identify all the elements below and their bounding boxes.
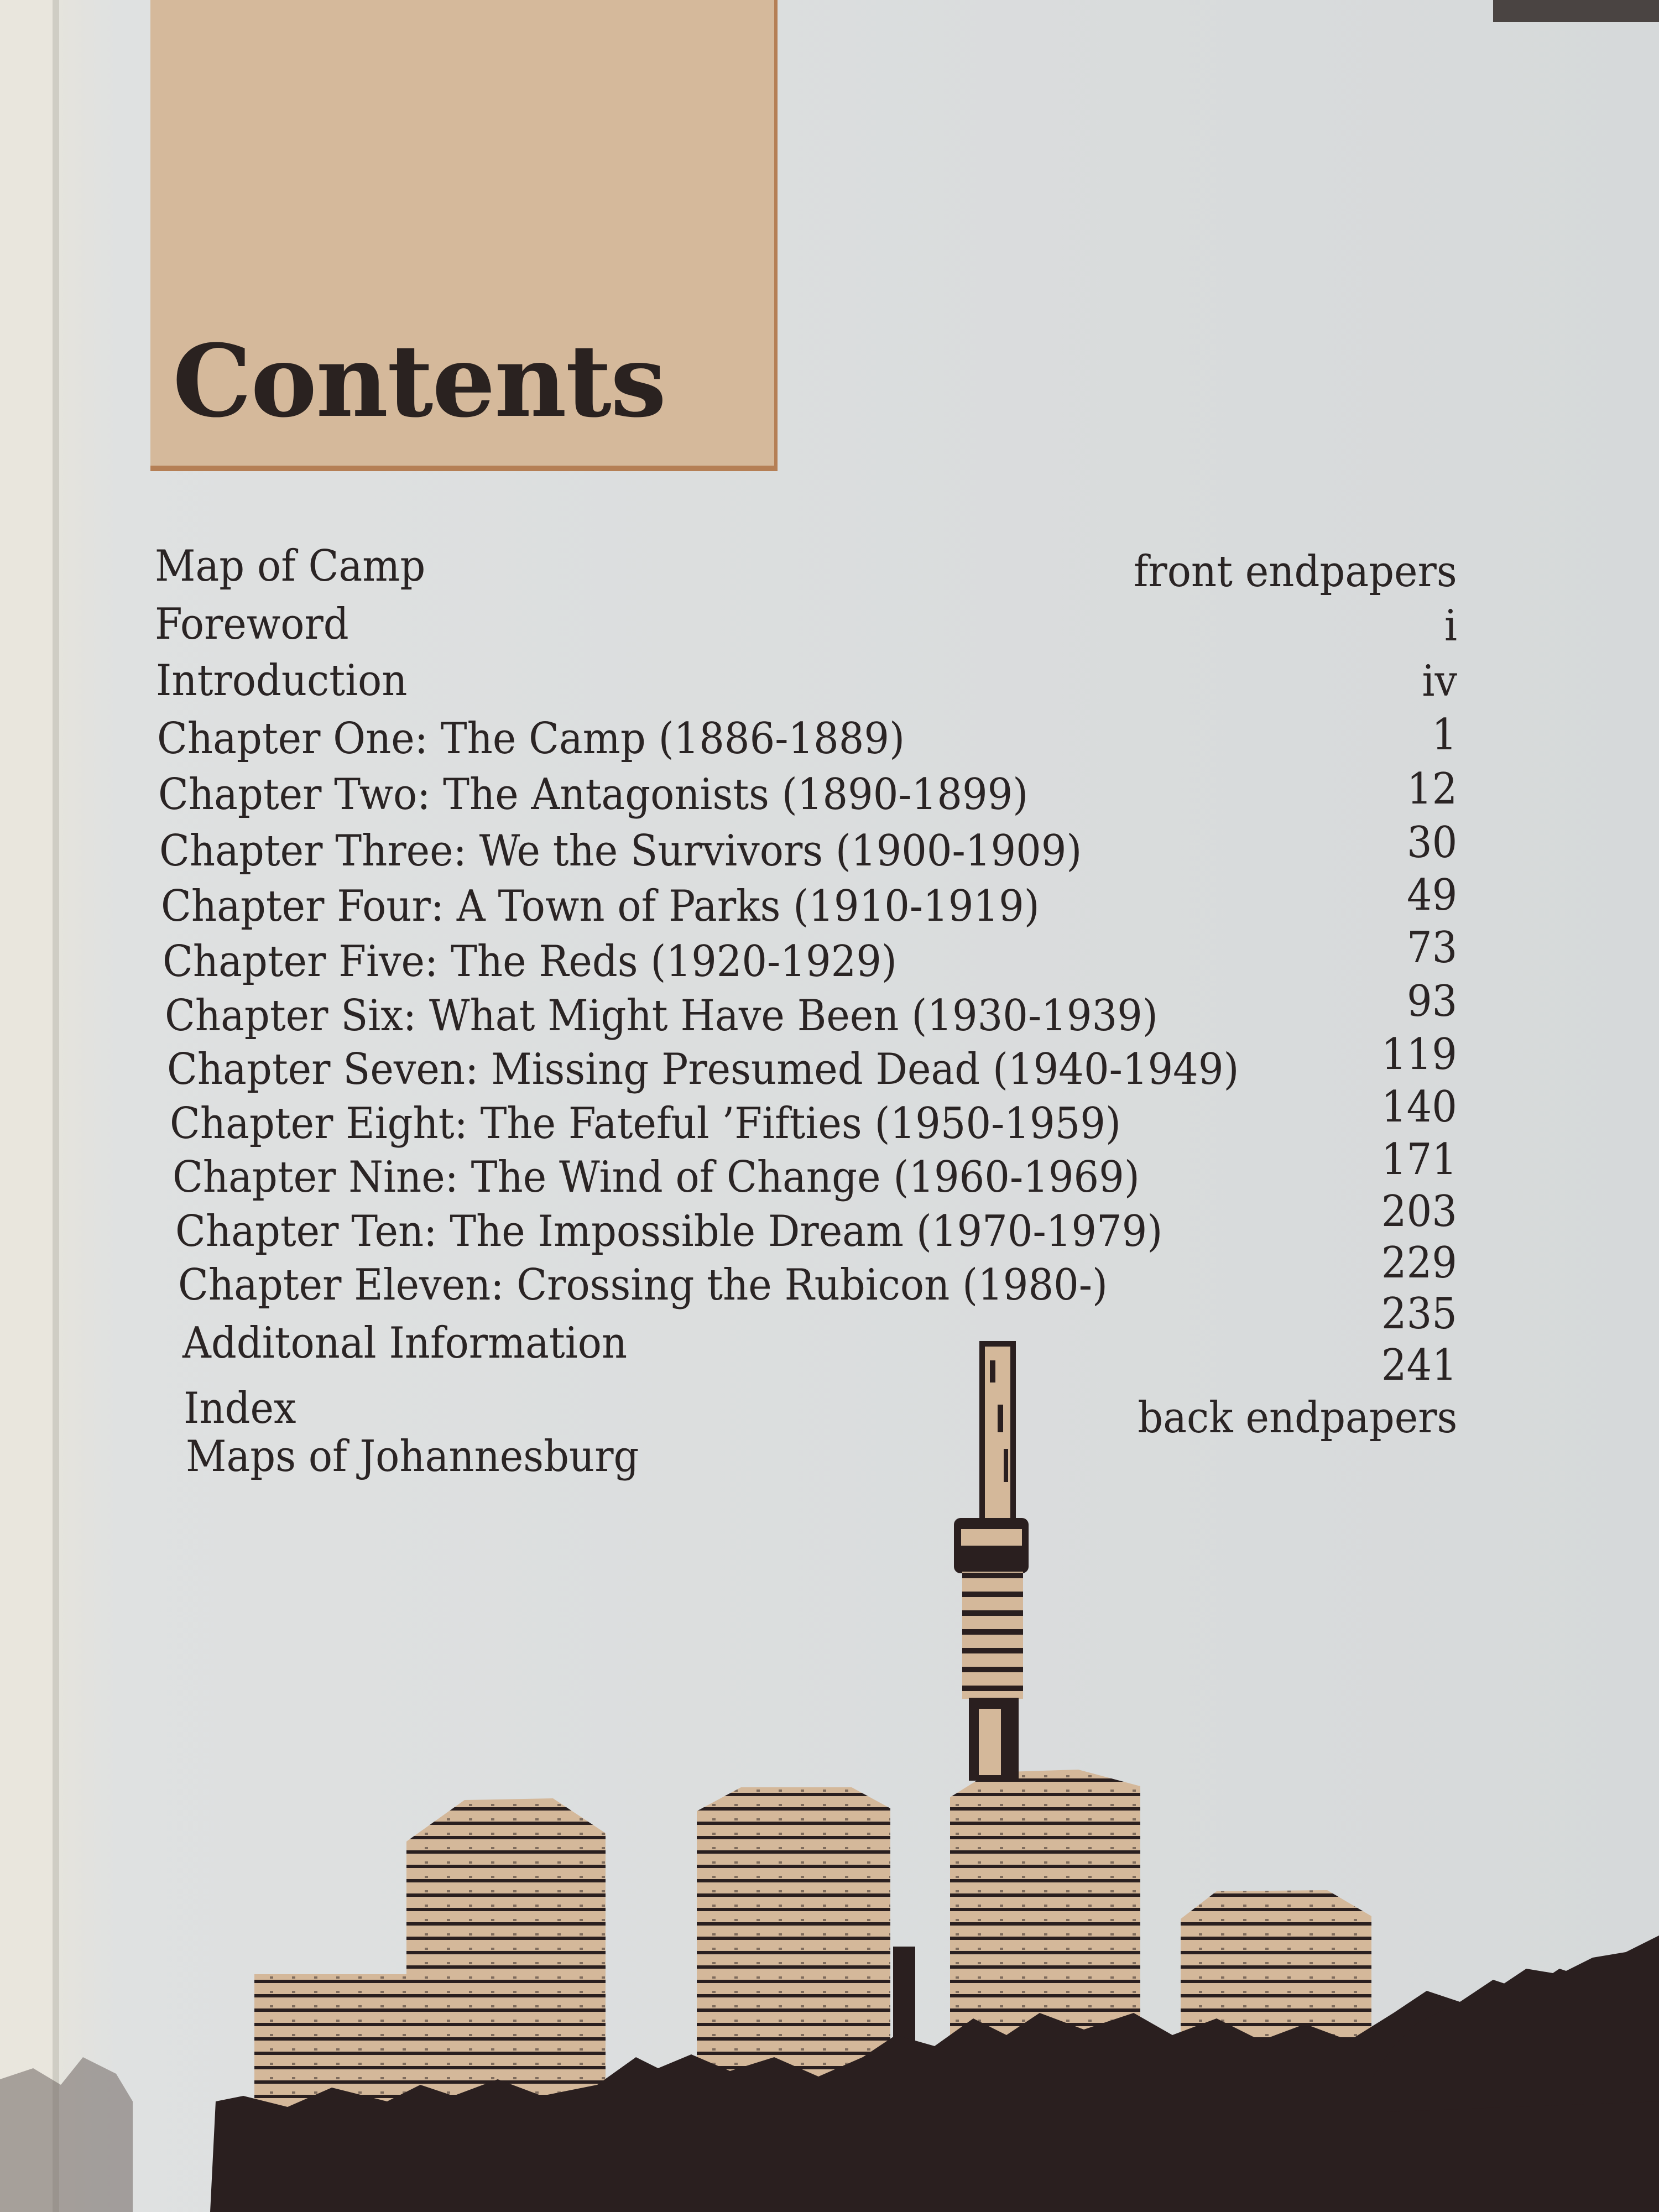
toc-entry-title: Chapter One: The Camp (1886-1889) xyxy=(157,714,905,764)
toc-entry-title: Chapter Nine: The Wind of Change (1960-1969) xyxy=(173,1152,1140,1202)
toc-entry-title: Chapter Six: What Might Have Been (1930-1939) xyxy=(165,991,1158,1041)
toc-entry-page: iv xyxy=(1422,656,1457,706)
skyline-illustration xyxy=(0,1316,1659,2212)
toc-entry-title: Introduction xyxy=(156,656,408,706)
toc-entry-page: 119 xyxy=(1381,1030,1457,1079)
toc-entry-title: Maps of Johannesburg xyxy=(186,1432,639,1481)
toc-entry-page: 1 xyxy=(1432,710,1457,760)
toc-entry-page: 241 xyxy=(1381,1340,1457,1390)
toc-entry-title: Foreword xyxy=(155,599,349,649)
toc-entry-title: Chapter Eight: The Fateful ’Fifties (1950-1959) xyxy=(170,1099,1121,1149)
toc-entry-title: Map of Camp xyxy=(155,541,426,591)
toc-entry-title: Index xyxy=(184,1384,296,1433)
toc-entry-title: Chapter Two: The Antagonists (1890-1899) xyxy=(158,770,1029,820)
toc-entry-page: 229 xyxy=(1381,1238,1457,1288)
toc-entry-page: 171 xyxy=(1381,1135,1457,1185)
toc-entry-page: 49 xyxy=(1406,870,1457,920)
toc-entry-page: 235 xyxy=(1381,1289,1457,1339)
toc-entry-title: Chapter Ten: The Impossible Dream (1970-1979) xyxy=(175,1207,1163,1256)
toc-entry-page: 12 xyxy=(1406,764,1457,814)
toc-entry-title: Chapter Eleven: Crossing the Rubicon (1980-) xyxy=(178,1260,1108,1310)
toc-entry-title: Chapter Seven: Missing Presumed Dead (1940-1949) xyxy=(167,1045,1239,1094)
toc-entry-page: i xyxy=(1444,601,1457,651)
toc-entry-page: 30 xyxy=(1406,818,1457,868)
toc-entry-page: front endpapers xyxy=(1134,547,1457,597)
toc-entry-page: 73 xyxy=(1406,923,1457,973)
trees-silhouette xyxy=(0,2057,133,2212)
toc-entry-page: 203 xyxy=(1381,1187,1457,1237)
toc-entry-title: Additonal Information xyxy=(182,1318,628,1368)
tower xyxy=(954,1344,1029,1781)
building xyxy=(406,1798,606,2124)
toc-entry-page: back endpapers xyxy=(1137,1393,1457,1443)
toc-entry-page: 140 xyxy=(1381,1082,1457,1132)
page-title: Contents xyxy=(173,323,666,440)
toc-entry-title: Chapter Three: We the Survivors (1900-1909) xyxy=(159,826,1082,876)
toc-entry-title: Chapter Five: The Reds (1920-1929) xyxy=(163,937,897,987)
toc-entry-title: Chapter Four: A Town of Parks (1910-1919) xyxy=(161,881,1040,931)
toc-entry-page: 93 xyxy=(1406,977,1457,1026)
